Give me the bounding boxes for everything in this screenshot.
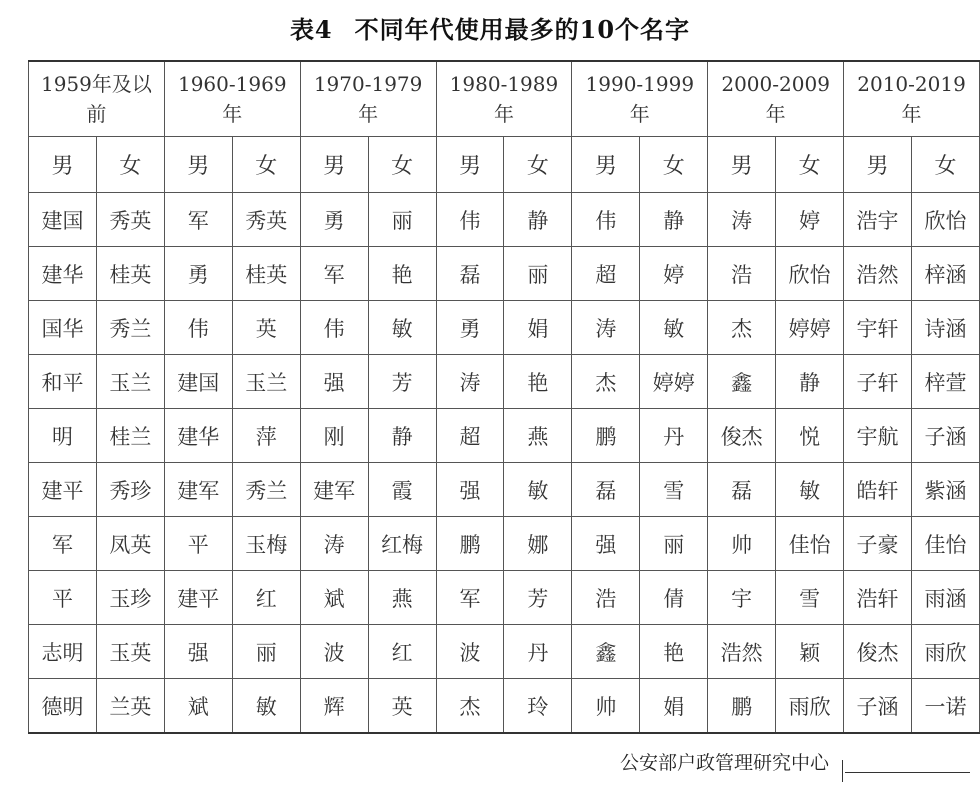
female-name-cell: 婷 [640,247,708,301]
male-name-cell: 建国 [164,355,232,409]
era-header [300,61,436,137]
female-name-cell: 丽 [504,247,572,301]
female-name-cell: 红 [368,625,436,679]
female-name-cell: 雨欣 [776,679,844,734]
female-name-cell: 娜 [504,517,572,571]
male-name-cell: 宇 [708,571,776,625]
table-row [29,301,980,355]
era-header [572,61,708,137]
female-name-cell: 娟 [640,679,708,734]
female-header: 女 [776,137,844,193]
female-name-cell: 敏 [232,679,300,734]
female-name-cell: 芳 [368,355,436,409]
male-name-cell: 超 [572,247,640,301]
female-name-cell: 颖 [776,625,844,679]
female-name-cell: 静 [640,193,708,247]
male-name-cell: 建军 [164,463,232,517]
gender-header-row [29,137,980,193]
male-name-cell: 军 [29,517,97,571]
male-name-cell: 建华 [164,409,232,463]
male-name-cell: 强 [164,625,232,679]
era-header [844,61,980,137]
male-name-cell: 俊杰 [844,625,912,679]
female-name-cell: 秀兰 [96,301,164,355]
female-name-cell: 静 [504,193,572,247]
era-header-line: 1990-1999 [585,72,695,96]
female-name-cell: 丽 [232,625,300,679]
male-name-cell: 子轩 [844,355,912,409]
female-name-cell: 玉梅 [232,517,300,571]
table-title [0,10,980,45]
male-name-cell: 子涵 [844,679,912,734]
male-name-cell: 德明 [29,679,97,734]
female-name-cell: 婷婷 [776,301,844,355]
male-name-cell: 明 [29,409,97,463]
era-header [708,61,844,137]
female-name-cell: 桂兰 [96,409,164,463]
male-name-cell: 和平 [29,355,97,409]
female-name-cell: 兰英 [96,679,164,734]
table-row [29,409,980,463]
male-name-cell: 斌 [300,571,368,625]
female-name-cell: 燕 [504,409,572,463]
male-name-cell: 浩然 [844,247,912,301]
female-header: 女 [504,137,572,193]
era-header-line: 1960-1969 [177,72,287,96]
era-header-line: 1970-1979 [313,72,423,96]
male-name-cell: 涛 [572,301,640,355]
male-header: 男 [572,137,640,193]
male-name-cell: 皓轩 [844,463,912,517]
male-name-cell: 强 [436,463,504,517]
female-name-cell: 霞 [368,463,436,517]
male-header: 男 [844,137,912,193]
female-name-cell: 玲 [504,679,572,734]
male-name-cell: 杰 [708,301,776,355]
male-name-cell: 强 [572,517,640,571]
male-header: 男 [164,137,232,193]
era-header-line: 年 [901,102,922,126]
female-name-cell: 玉珍 [96,571,164,625]
male-name-cell: 波 [436,625,504,679]
male-name-cell: 平 [29,571,97,625]
male-name-cell: 建平 [29,463,97,517]
female-name-cell: 玉兰 [232,355,300,409]
table-row [29,247,980,301]
table-row [29,193,980,247]
male-name-cell: 鹏 [572,409,640,463]
male-name-cell: 伟 [300,301,368,355]
male-name-cell: 鑫 [572,625,640,679]
male-name-cell: 帅 [572,679,640,734]
male-name-cell: 超 [436,409,504,463]
male-name-cell: 伟 [164,301,232,355]
male-name-cell: 辉 [300,679,368,734]
female-name-cell: 倩 [640,571,708,625]
era-header-line: 2010-2019 [857,72,966,96]
source-note: 公安部户政管理研究中心 [620,752,830,774]
female-name-cell: 欣怡 [776,247,844,301]
source-tick-mark [842,760,843,782]
male-name-cell: 浩 [708,247,776,301]
era-header-line: 年 [629,102,650,126]
female-name-cell: 子涵 [911,409,979,463]
male-name-cell: 磊 [708,463,776,517]
male-header: 男 [300,137,368,193]
female-name-cell: 艳 [640,625,708,679]
era-header [29,61,165,137]
era-header [436,61,572,137]
male-name-cell: 浩轩 [844,571,912,625]
era-header-line: 前 [86,102,107,126]
male-name-cell: 志明 [29,625,97,679]
female-name-cell: 英 [232,301,300,355]
female-name-cell: 静 [368,409,436,463]
male-name-cell: 涛 [300,517,368,571]
male-name-cell: 鹏 [708,679,776,734]
male-name-cell: 建军 [300,463,368,517]
male-name-cell: 鹏 [436,517,504,571]
female-name-cell: 秀珍 [96,463,164,517]
male-name-cell: 建平 [164,571,232,625]
era-header [164,61,300,137]
female-name-cell: 丽 [640,517,708,571]
female-name-cell: 雪 [776,571,844,625]
male-header: 男 [708,137,776,193]
female-name-cell: 艳 [504,355,572,409]
female-name-cell: 桂英 [96,247,164,301]
male-name-cell: 伟 [436,193,504,247]
table-row [29,463,980,517]
male-name-cell: 鑫 [708,355,776,409]
female-name-cell: 悦 [776,409,844,463]
female-name-cell: 敏 [368,301,436,355]
era-header-line: 1980-1989 [449,72,559,96]
female-name-cell: 红 [232,571,300,625]
female-name-cell: 秀英 [232,193,300,247]
male-name-cell: 强 [300,355,368,409]
era-header-row [29,61,980,137]
male-name-cell: 杰 [572,355,640,409]
male-name-cell: 浩宇 [844,193,912,247]
male-name-cell: 磊 [436,247,504,301]
male-name-cell: 涛 [708,193,776,247]
male-name-cell: 勇 [436,301,504,355]
male-name-cell: 勇 [164,247,232,301]
female-name-cell: 红梅 [368,517,436,571]
male-name-cell: 平 [164,517,232,571]
female-name-cell: 萍 [232,409,300,463]
male-name-cell: 浩然 [708,625,776,679]
table-row [29,517,980,571]
female-name-cell: 梓涵 [911,247,979,301]
female-name-cell: 玉英 [96,625,164,679]
female-name-cell: 英 [368,679,436,734]
male-name-cell: 俊杰 [708,409,776,463]
male-name-cell: 波 [300,625,368,679]
table-row [29,355,980,409]
male-name-cell: 国华 [29,301,97,355]
female-name-cell: 敏 [776,463,844,517]
male-name-cell: 建国 [29,193,97,247]
female-header: 女 [911,137,979,193]
male-header: 男 [436,137,504,193]
male-name-cell: 帅 [708,517,776,571]
female-header: 女 [96,137,164,193]
male-name-cell: 宇航 [844,409,912,463]
female-name-cell: 一诺 [911,679,979,734]
female-name-cell: 丽 [368,193,436,247]
female-name-cell: 紫涵 [911,463,979,517]
male-name-cell: 磊 [572,463,640,517]
female-name-cell: 凤英 [96,517,164,571]
male-name-cell: 建华 [29,247,97,301]
era-header-line: 年 [222,102,243,126]
female-name-cell: 佳怡 [911,517,979,571]
female-header: 女 [232,137,300,193]
table-row [29,625,980,679]
female-name-cell: 丹 [504,625,572,679]
table-caption: 不同年代使用最多的10个名字 [354,15,691,44]
era-header-line: 年 [358,102,379,126]
female-name-cell: 欣怡 [911,193,979,247]
female-name-cell: 敏 [640,301,708,355]
female-name-cell: 佳怡 [776,517,844,571]
male-name-cell: 涛 [436,355,504,409]
female-header: 女 [368,137,436,193]
female-name-cell: 秀兰 [232,463,300,517]
era-header-line: 1959年及以 [40,72,152,96]
male-header: 男 [29,137,97,193]
names-table [28,60,980,734]
table-number: 表4 [289,15,333,44]
female-header: 女 [640,137,708,193]
male-name-cell: 军 [436,571,504,625]
table-row [29,571,980,625]
female-name-cell: 丹 [640,409,708,463]
female-name-cell: 雨欣 [911,625,979,679]
male-name-cell: 勇 [300,193,368,247]
male-name-cell: 杰 [436,679,504,734]
male-name-cell: 伟 [572,193,640,247]
female-name-cell: 婷 [776,193,844,247]
table-row [29,679,980,734]
male-name-cell: 军 [164,193,232,247]
female-name-cell: 玉兰 [96,355,164,409]
male-name-cell: 军 [300,247,368,301]
female-name-cell: 雨涵 [911,571,979,625]
female-name-cell: 芳 [504,571,572,625]
female-name-cell: 敏 [504,463,572,517]
female-name-cell: 诗涵 [911,301,979,355]
female-name-cell: 静 [776,355,844,409]
female-name-cell: 秀英 [96,193,164,247]
female-name-cell: 娟 [504,301,572,355]
source-underline [845,772,970,773]
female-name-cell: 梓萱 [911,355,979,409]
female-name-cell: 婷婷 [640,355,708,409]
male-name-cell: 刚 [300,409,368,463]
male-name-cell: 宇轩 [844,301,912,355]
female-name-cell: 燕 [368,571,436,625]
male-name-cell: 浩 [572,571,640,625]
female-name-cell: 艳 [368,247,436,301]
era-header-line: 2000-2009 [721,72,830,96]
female-name-cell: 桂英 [232,247,300,301]
male-name-cell: 斌 [164,679,232,734]
male-name-cell: 子豪 [844,517,912,571]
female-name-cell: 雪 [640,463,708,517]
era-header-line: 年 [493,102,514,126]
era-header-line: 年 [765,102,786,126]
